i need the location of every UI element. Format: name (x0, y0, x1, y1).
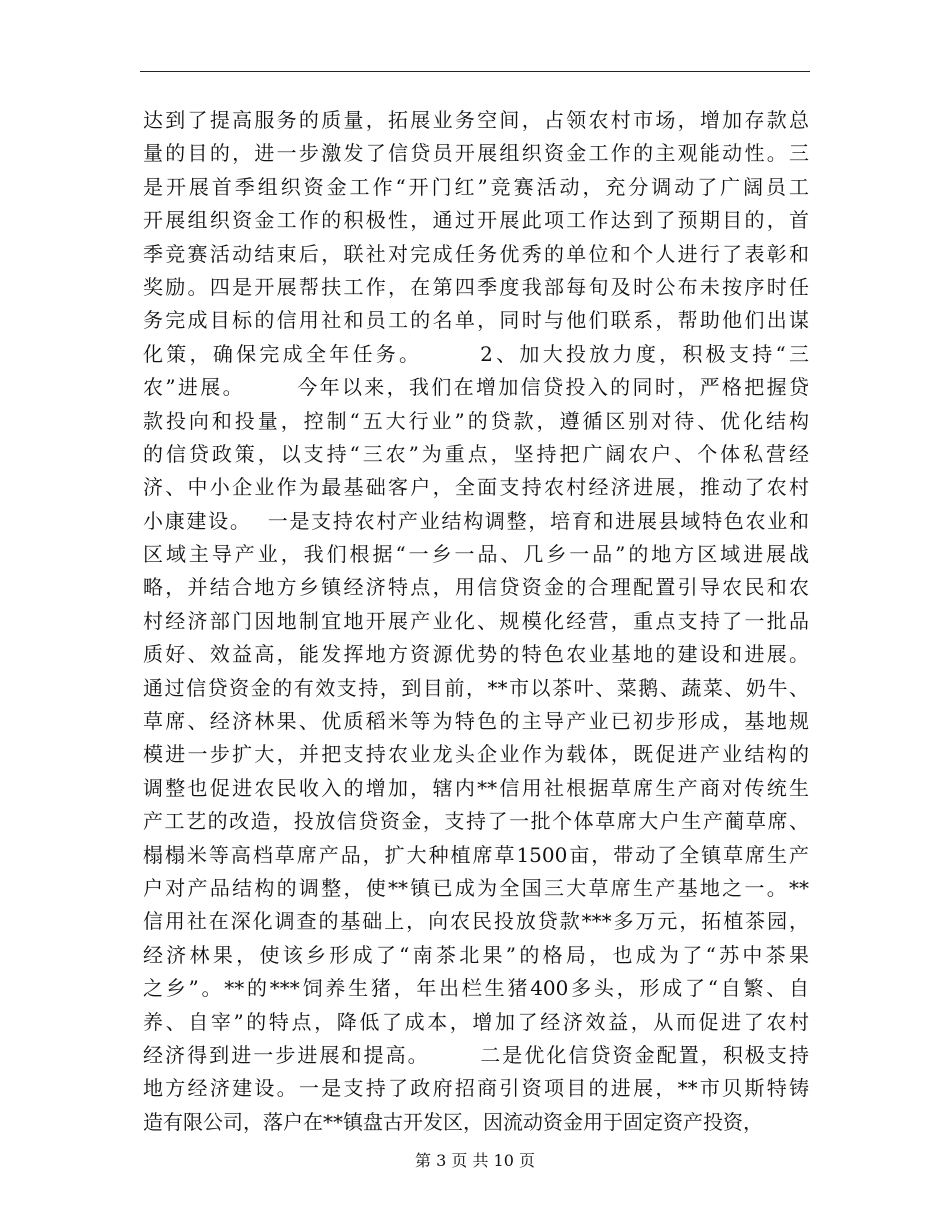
text-line: 地方经济建设。一是支持了政府招商引资项目的进展，**市贝斯特铸 (143, 1076, 809, 1101)
text-line: 造有限公司，落户在**镇盘古开发区，因流动资金用于固定资产投资， (143, 1109, 763, 1134)
page-number: 第 3 页 共 10 页 (415, 1151, 535, 1170)
text-line: 养、自宰”的特点，降低了成本，增加了经济效益，从而促进了农村 (143, 1009, 809, 1034)
text-line: 务完成目标的信用社和员工的名单，同时与他们联系，帮助他们出谋 (143, 308, 809, 333)
text-line: 调整也促进农民收入的增加，辖内**信用社根据草席生产商对传统生 (143, 775, 809, 800)
text-line: 产工艺的改造，投放信贷资金，支持了一批个体草席大户生产蔺草席、 (143, 809, 809, 834)
text-line: 通过信贷资金的有效支持，到目前，**市以茶叶、菜鹅、蔬菜、奶牛、 (143, 675, 809, 700)
text-line: 季竞赛活动结束后，联社对完成任务优秀的单位和个人进行了表彰和 (143, 241, 809, 266)
text-line: 区域主导产业，我们根据“一乡一品、几乡一品”的地方区域进展战 (143, 542, 809, 567)
text-line: 村经济部门因地制宜地开展产业化、规模化经营，重点支持了一批品 (143, 608, 809, 633)
text-line: 经济林果，使该乡形成了“南茶北果”的格局，也成为了“苏中茶果 (143, 942, 809, 967)
text-line: 小康建设。 一是支持农村产业结构调整，培育和进展县域特色农业和 (143, 508, 809, 533)
text-line: 开展组织资金工作的积极性，通过开展此项工作达到了预期目的，首 (143, 208, 809, 233)
text-line: 之乡”。**的***饲养生猪，年出栏生猪400多头，形成了“自繁、自 (143, 976, 809, 1001)
text-line: 略，并结合地方乡镇经济特点，用信贷资金的合理配置引导农民和农 (143, 575, 809, 600)
text-line: 款投向和投量，控制“五大行业”的贷款，遵循区别对待、优化结构 (143, 408, 809, 433)
text-line: 草席、经济林果、优质稻米等为特色的主导产业已初步形成，基地规 (143, 709, 809, 734)
text-line: 户对产品结构的调整，使**镇已成为全国三大草席生产基地之一。** (143, 875, 809, 900)
text-line: 模进一步扩大，并把支持农业龙头企业作为载体，既促进产业结构的 (143, 742, 809, 767)
text-line: 是开展首季组织资金工作“开门红”竞赛活动，充分调动了广阔员工 (143, 174, 809, 199)
header-rule (140, 71, 810, 72)
text-line: 达到了提高服务的质量，拓展业务空间，占领农村市场，增加存款总 (143, 108, 809, 132)
text-line: 农”进展。 今年以来，我们在增加信贷投入的同时，严格把握贷 (143, 375, 809, 400)
body-text (143, 104, 809, 1139)
text-line: 济、中小企业作为最基础客户，全面支持农村经济进展，推动了农村 (143, 475, 809, 500)
text-line: 经济得到进一步进展和提高。 二是优化信贷资金配置，积极支持 (143, 1042, 809, 1067)
text-line: 量的目的，进一步激发了信贷员开展组织资金工作的主观能动性。三 (143, 141, 809, 166)
text-line: 榻榻米等高档草席产品，扩大种植席草1500亩，带动了全镇草席生产 (143, 842, 809, 867)
text-line: 化策，确保完成全年任务。 2、加大投放力度，积极支持“三 (143, 341, 809, 366)
text-line: 信用社在深化调查的基础上，向农民投放贷款***多万元，拓植茶园， (143, 909, 809, 934)
text-line: 质好、效益高，能发挥地方资源优势的特色农业基地的建设和进展。 (143, 642, 809, 667)
text-line: 奖励。四是开展帮扶工作，在第四季度我部每旬及时公布未按序时任 (143, 274, 809, 299)
text-line: 的信贷政策，以支持“三农”为重点，坚持把广阔农户、个体私营经 (143, 441, 809, 466)
